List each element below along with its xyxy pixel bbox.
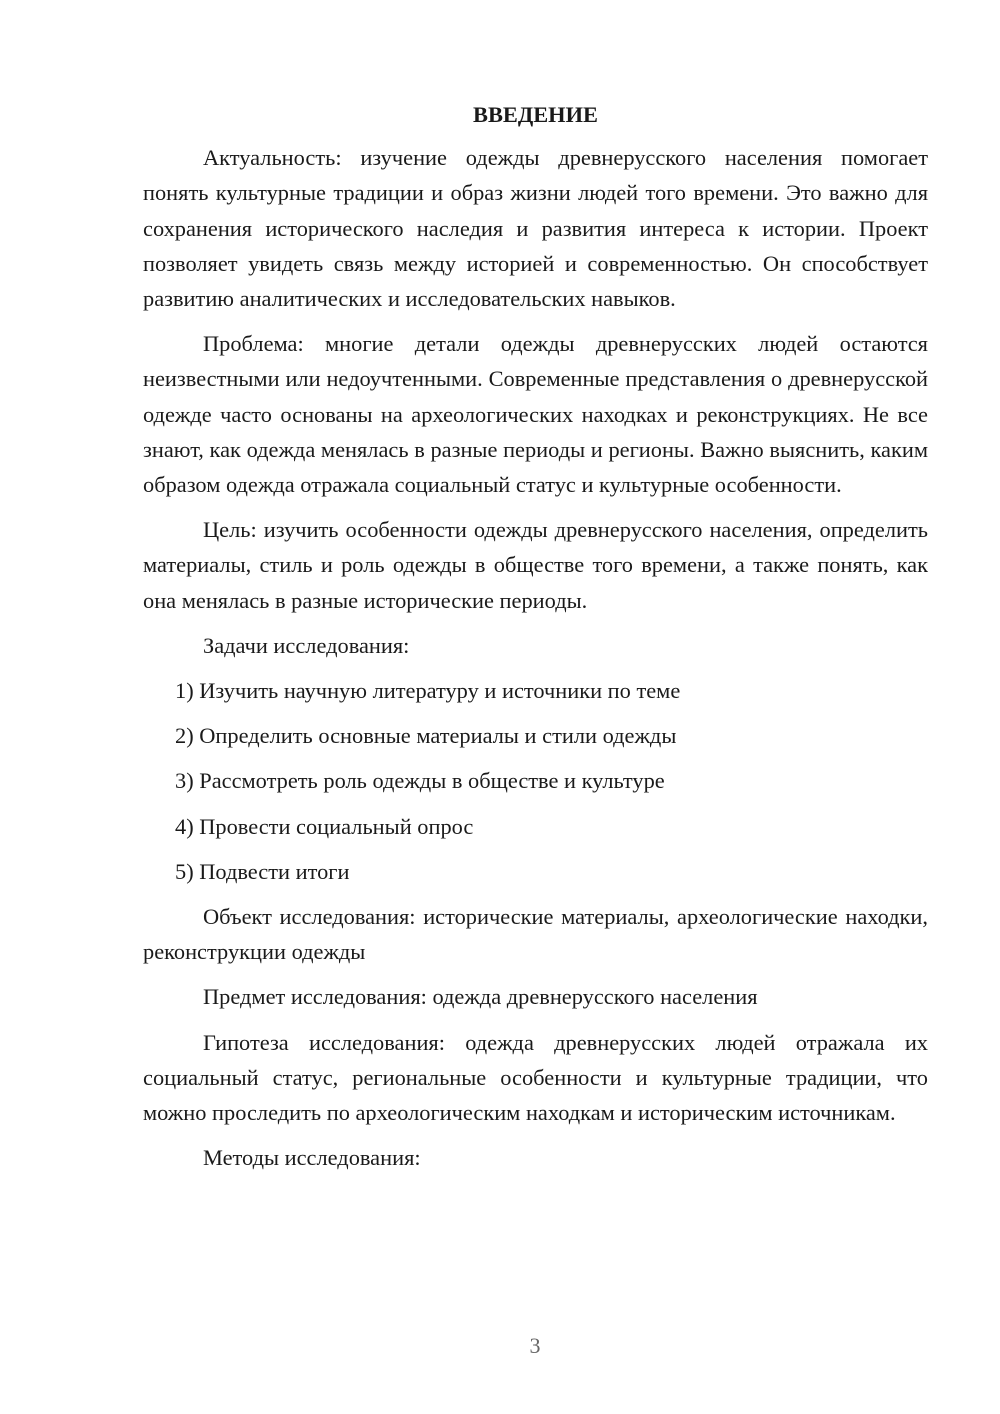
paragraph-problem: Проблема: многие детали одежды древнерусских людей остаются неизвестными или недоучтенными. Современные представления о древнерусской одежде часто основаны на археологических находках и реконструкциях. Не все знают, как одежда менялась в разные периоды и регионы. Важно выяснить, каким образом одежда отражала социальный статус и культурные особенности.	[143, 331, 928, 498]
section-title: ВВЕДЕНИЕ	[473, 102, 598, 127]
paragraph-hypothesis: Гипотеза исследования: одежда древнерусских людей отражала их социальный статус, региональные особенности и культурные традиции, что можно проследить по археологическим находкам и историческим источникам.	[143, 1029, 928, 1126]
list-item: 1) Изучить научную литературу и источники по теме	[175, 678, 681, 704]
list-item: 4) Провести социальный опрос	[175, 813, 474, 839]
paragraph-goal: Цель: изучить особенности одежды древнерусского населения, определить материалы, стиль и роль одежды в обществе того времени, а также понять, как она менялась в разные исторические периоды.	[143, 517, 928, 613]
paragraph-object: Объект исследования: исторические материалы, археологические находки, реконструкции одежды	[143, 904, 928, 965]
page-content	[143, 97, 928, 1185]
methods-heading: Методы исследования:	[203, 1145, 421, 1171]
paragraph-subject: Предмет исследования: одежда древнерусского населения	[203, 984, 758, 1010]
tasks-list	[143, 673, 928, 889]
list-item: 5) Подвести итоги	[175, 858, 350, 884]
tasks-heading: Задачи исследования:	[203, 632, 410, 658]
list-item: 2) Определить основные материалы и стили одежды	[175, 723, 677, 749]
paragraph-relevance: Актуальность: изучение одежды древнерусского населения помогает понять культурные традиции и образ жизни людей того времени. Это важно для сохранения исторического наследия и развития интереса к истории. Проект позволяет увидеть связь между историей и современностью. Он способствует развитию аналитических и исследовательских навыков.	[143, 145, 928, 312]
list-item: 3) Рассмотреть роль одежды в обществе и культуре	[175, 768, 665, 794]
page-number: 3	[529, 1333, 541, 1358]
